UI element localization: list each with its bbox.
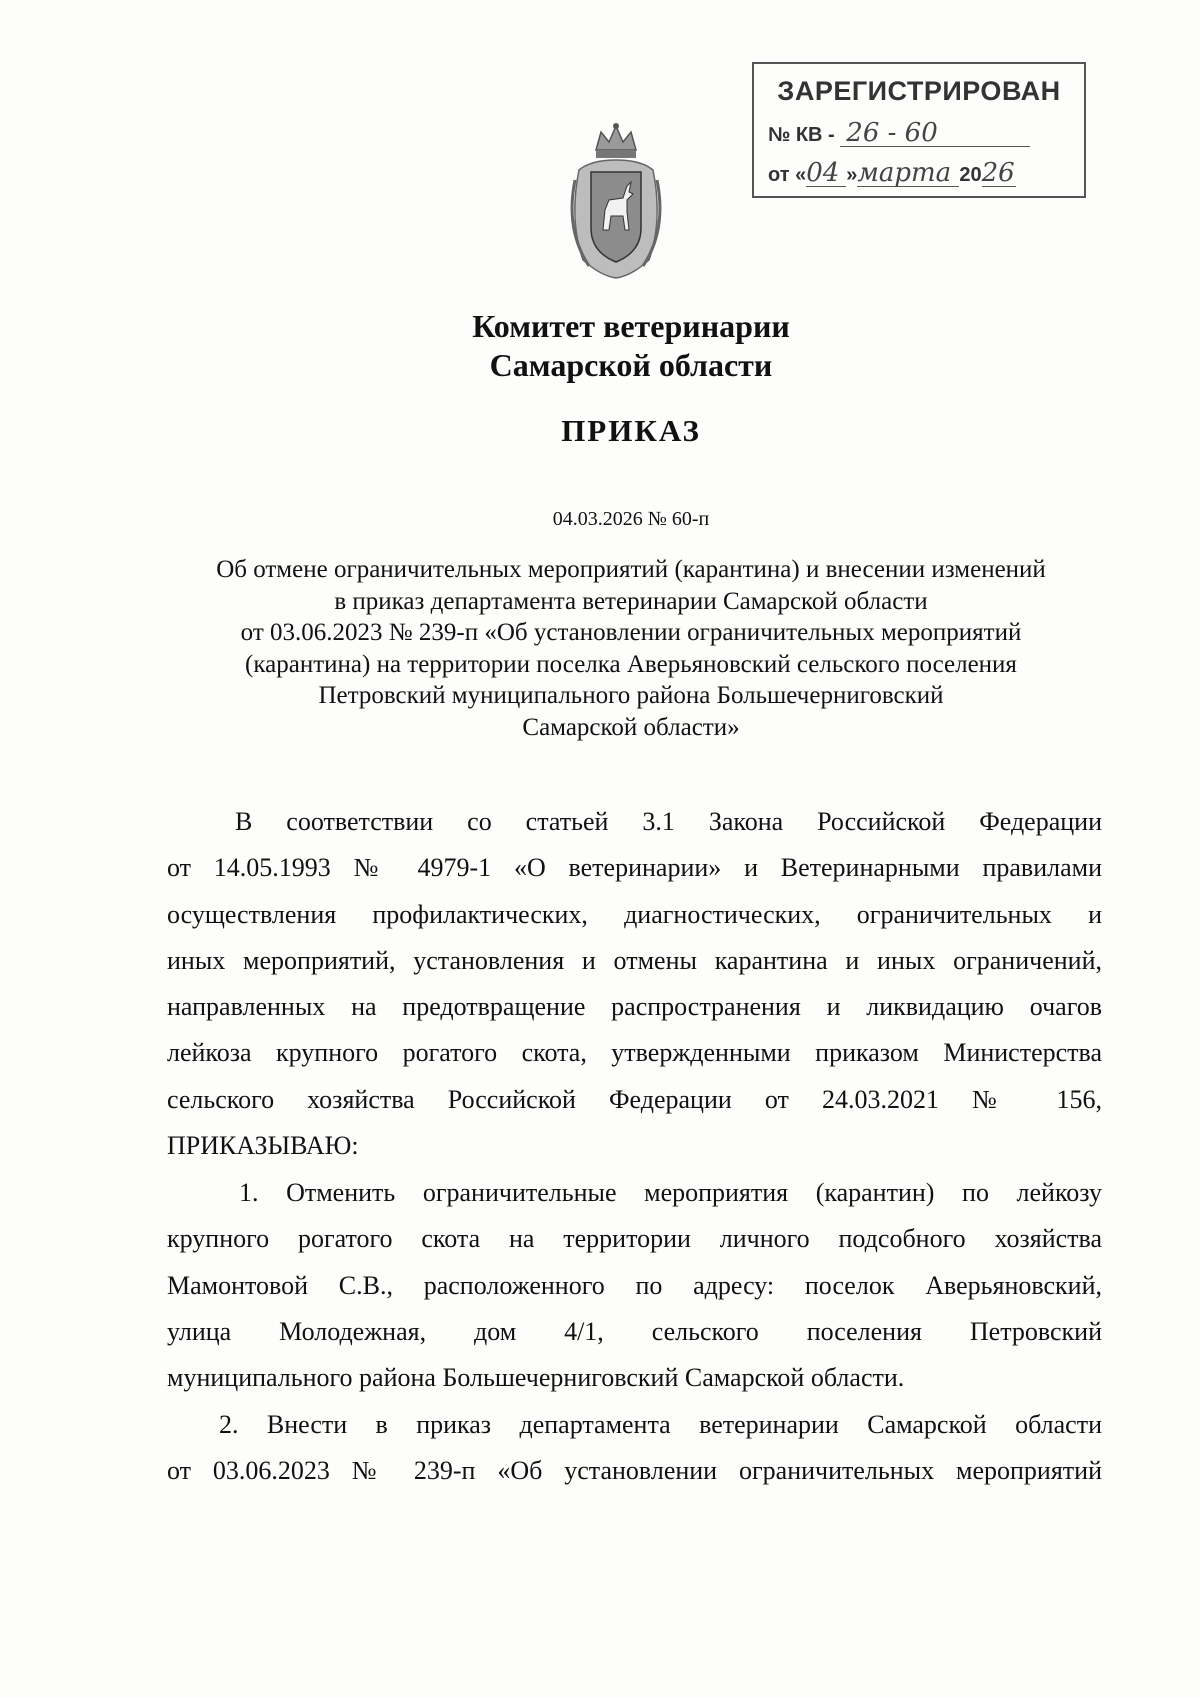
- stamp-number-handwritten: 26 - 60: [846, 118, 938, 148]
- document-date-number: 04.03.2026 № 60-п: [552, 508, 710, 530]
- order-keyword: ПРИКАЗЫВАЮ:: [167, 1131, 359, 1161]
- stamp-number-label: № КВ -: [768, 124, 835, 146]
- samara-coat-of-arms-icon: [561, 120, 671, 280]
- body-line: крупного рогатого скота на территории личного подсобного хозяйства: [167, 1224, 1102, 1254]
- subject-line: Самарской области»: [522, 713, 740, 741]
- stamp-date-mid: »: [846, 164, 858, 186]
- subject-line: от 03.06.2023 № 239-п «Об установлении ограничительных мероприятий: [240, 619, 1022, 646]
- body-line: В соответствии со статьей 3.1 Закона Российской Федерации: [235, 807, 1102, 836]
- stamp-number-line: [768, 118, 1030, 148]
- stamp-date-year-hand: 26: [981, 158, 1015, 188]
- body-line: от 14.05.1993 № 4979-1 «О ветеринарии» и Ветеринарными правилами: [167, 853, 1102, 883]
- preamble-paragraph: [167, 799, 1102, 1169]
- order-subject: [160, 554, 1102, 743]
- organization-name-line2: Самарской области: [489, 347, 773, 383]
- body-line: 1. Отменить ограничительные мероприятия (карантин) по лейкозу: [239, 1178, 1102, 1207]
- stamp-date-month: марта: [857, 158, 952, 188]
- body-line: направленных на предотвращение распространения и ликвидацию очагов: [167, 992, 1102, 1022]
- body-line: лейкоза крупного рогатого скота, утвержденными приказом Министерства: [167, 1038, 1102, 1068]
- organization-name-line1: Комитет ветеринарии: [472, 308, 790, 344]
- stamp-date-prefix: от «: [768, 164, 807, 186]
- stamp-date-day: 04: [806, 158, 840, 188]
- body-line: 2. Внести в приказ департамента ветеринарии Самарской области: [219, 1410, 1102, 1439]
- stamp-number-underline: [840, 118, 1030, 148]
- subject-line: Петровский муниципального района Большечерниговский: [318, 682, 944, 709]
- body-line: муниципального района Большечерниговский Самарской области.: [167, 1363, 905, 1393]
- item-1-paragraph: [167, 1170, 1102, 1401]
- registration-stamp: [752, 62, 1086, 198]
- stamp-title: ЗАРЕГИСТРИРОВАН: [777, 76, 1061, 106]
- item-2-paragraph: [167, 1402, 1102, 1495]
- body-line: от 03.06.2023 № 239-п «Об установлении ограничительных мероприятий: [167, 1456, 1102, 1486]
- body-line: осуществления профилактических, диагностических, ограничительных и: [167, 899, 1102, 929]
- body-line: иных мероприятий, установления и отмены карантина и иных ограничений,: [167, 945, 1102, 975]
- document-type-heading: ПРИКАЗ: [561, 413, 701, 448]
- subject-line: Об отмене ограничительных мероприятий (карантина) и внесении изменений: [216, 556, 1046, 583]
- stamp-date-line: [768, 158, 1016, 188]
- body-line: сельского хозяйства Российской Федерации от 24.03.2021 № 156,: [167, 1084, 1102, 1114]
- subject-line: (карантина) на территории поселка Аверьяновский сельского поселения: [245, 650, 1017, 678]
- body-line: Мамонтовой С.В., расположенного по адресу: поселок Аверьяновский,: [167, 1270, 1102, 1300]
- subject-line: в приказ департамента ветеринарии Самарской области: [334, 587, 928, 615]
- stamp-date-year-print: 20: [959, 164, 982, 186]
- body-line: улица Молодежная, дом 4/1, сельского поселения Петровский: [167, 1316, 1102, 1346]
